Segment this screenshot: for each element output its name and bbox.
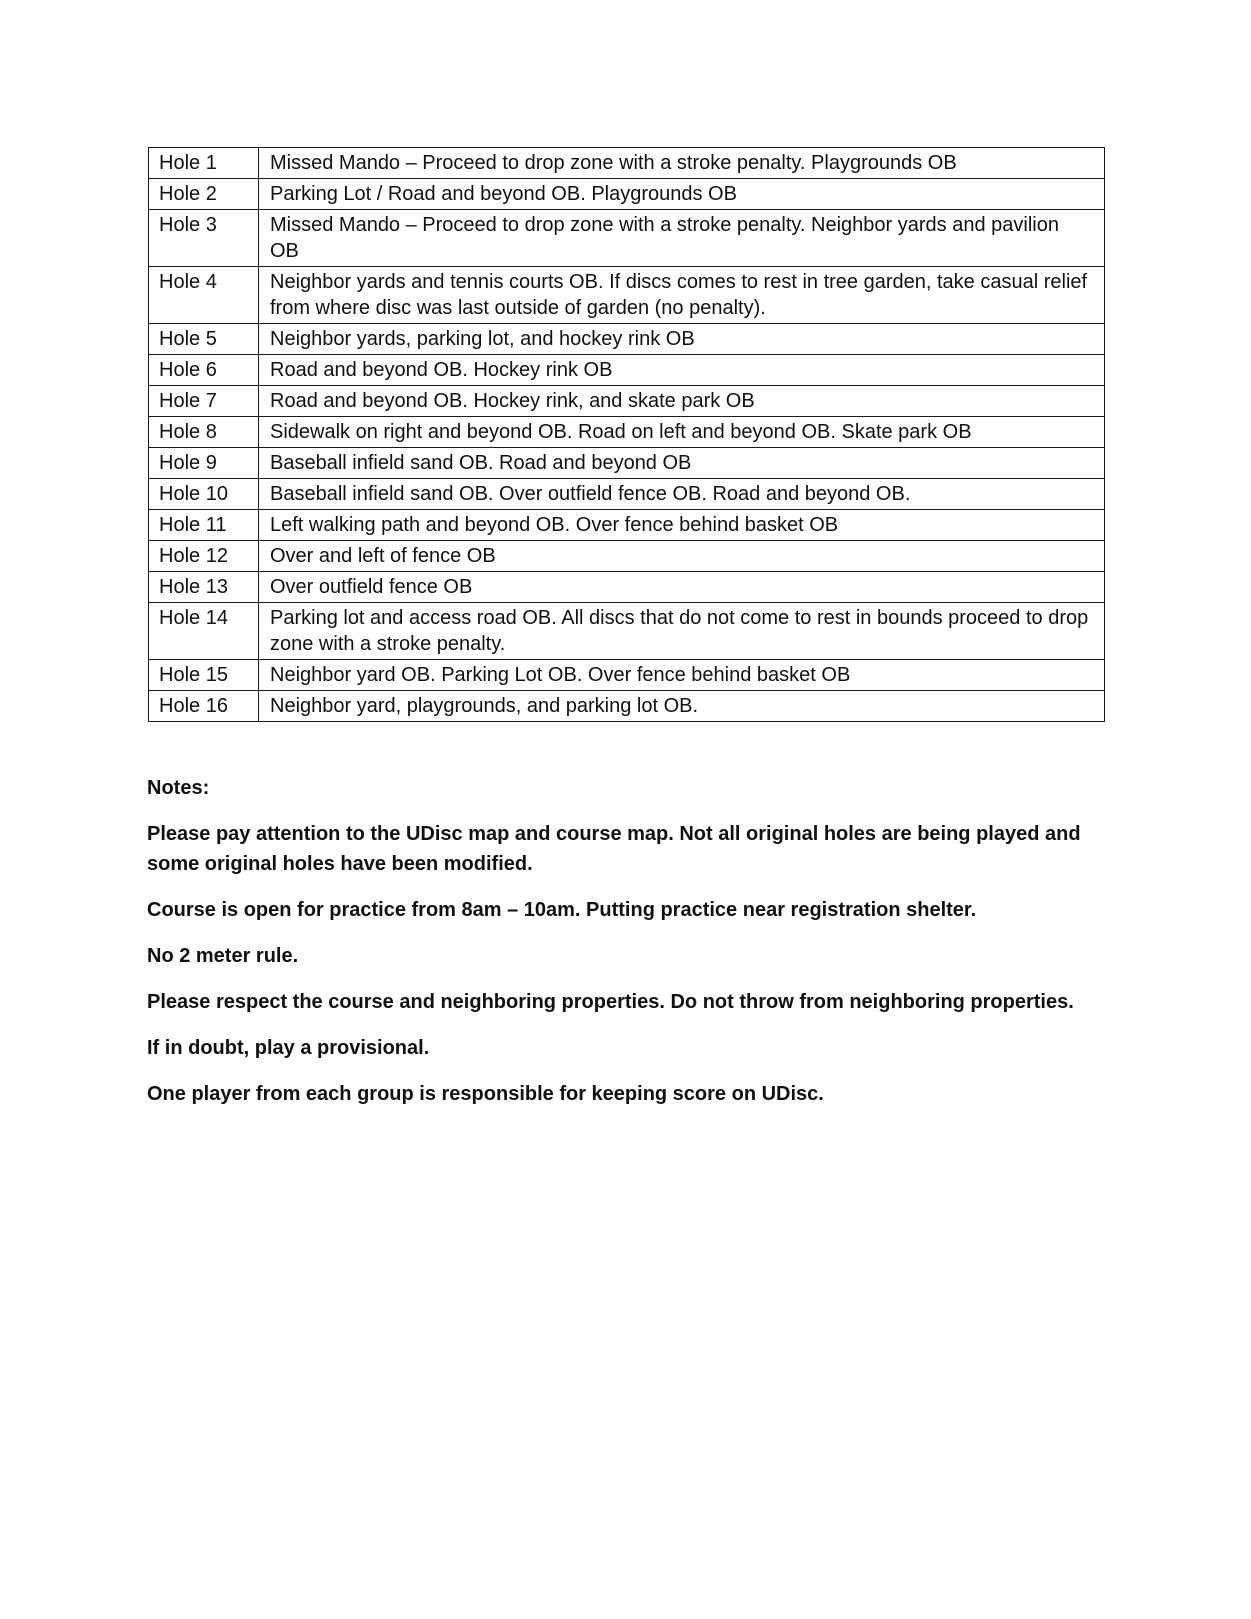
table-row	[149, 603, 1105, 660]
table-row	[149, 179, 1105, 210]
table-row	[149, 510, 1105, 541]
hole-rule: Neighbor yards and tennis courts OB. If discs comes to rest in tree garden, take casual relief from where disc was last outside of garden (no penalty).	[259, 267, 1105, 324]
note-item: Please respect the course and neighboring properties. Do not throw from neighboring properties.	[147, 991, 1074, 1013]
hole-label: Hole 14	[149, 603, 259, 660]
hole-rule: Over and left of fence OB	[259, 541, 1105, 572]
hole-rule: Road and beyond OB. Hockey rink, and skate park OB	[259, 386, 1105, 417]
hole-label: Hole 15	[149, 660, 259, 691]
hole-label: Hole 3	[149, 210, 259, 267]
hole-rule: Neighbor yard, playgrounds, and parking lot OB.	[259, 691, 1105, 722]
hole-label: Hole 2	[149, 179, 259, 210]
hole-label: Hole 9	[149, 448, 259, 479]
hole-label: Hole 10	[149, 479, 259, 510]
hole-rules-table	[148, 147, 1105, 722]
table-row	[149, 417, 1105, 448]
hole-label: Hole 11	[149, 510, 259, 541]
table-row	[149, 386, 1105, 417]
hole-rule: Neighbor yards, parking lot, and hockey rink OB	[259, 324, 1105, 355]
hole-rule: Missed Mando – Proceed to drop zone with a stroke penalty. Neighbor yards and pavilion OB	[259, 210, 1105, 267]
table-row	[149, 479, 1105, 510]
hole-label: Hole 5	[149, 324, 259, 355]
hole-rule: Neighbor yard OB. Parking Lot OB. Over fence behind basket OB	[259, 660, 1105, 691]
hole-label: Hole 13	[149, 572, 259, 603]
hole-rule: Sidewalk on right and beyond OB. Road on left and beyond OB. Skate park OB	[259, 417, 1105, 448]
table-row	[149, 541, 1105, 572]
hole-label: Hole 16	[149, 691, 259, 722]
table-row	[149, 355, 1105, 386]
hole-label: Hole 12	[149, 541, 259, 572]
table-row	[149, 267, 1105, 324]
note-item: Course is open for practice from 8am – 10am. Putting practice near registration shelter.	[147, 899, 977, 921]
note-item: One player from each group is responsible for keeping score on UDisc.	[147, 1083, 824, 1105]
hole-label: Hole 7	[149, 386, 259, 417]
hole-label: Hole 4	[149, 267, 259, 324]
hole-rule: Baseball infield sand OB. Over outfield fence OB. Road and beyond OB.	[259, 479, 1105, 510]
hole-label: Hole 8	[149, 417, 259, 448]
hole-rule: Road and beyond OB. Hockey rink OB	[259, 355, 1105, 386]
table-row	[149, 660, 1105, 691]
note-item: No 2 meter rule.	[147, 945, 299, 967]
hole-rule: Baseball infield sand OB. Road and beyond OB	[259, 448, 1105, 479]
note-item: If in doubt, play a provisional.	[147, 1037, 430, 1059]
hole-rule: Missed Mando – Proceed to drop zone with a stroke penalty. Playgrounds OB	[259, 148, 1105, 179]
hole-label: Hole 6	[149, 355, 259, 386]
hole-rule: Over outfield fence OB	[259, 572, 1105, 603]
table-row	[149, 210, 1105, 267]
table-row	[149, 572, 1105, 603]
table-row	[149, 691, 1105, 722]
table-row	[149, 148, 1105, 179]
notes-heading: Notes:	[147, 777, 210, 799]
notes-section	[147, 773, 1087, 1125]
hole-rule: Parking Lot / Road and beyond OB. Playgrounds OB	[259, 179, 1105, 210]
hole-rule: Parking lot and access road OB. All discs that do not come to rest in bounds proceed to drop zone with a stroke penalty.	[259, 603, 1105, 660]
table-row	[149, 324, 1105, 355]
table-row	[149, 448, 1105, 479]
note-item: Please pay attention to the UDisc map and course map. Not all original holes are being played and some original holes have been modified.	[147, 823, 1081, 875]
hole-label: Hole 1	[149, 148, 259, 179]
hole-rule: Left walking path and beyond OB. Over fence behind basket OB	[259, 510, 1105, 541]
